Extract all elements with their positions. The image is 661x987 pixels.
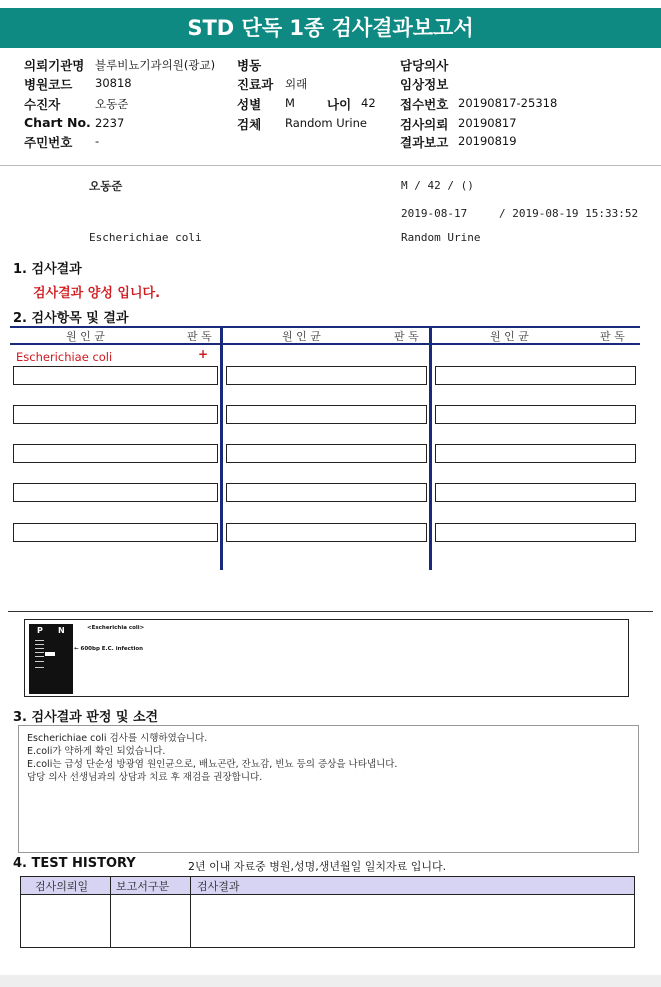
result-cell xyxy=(13,523,218,542)
resident-label: 주민번호 xyxy=(24,135,73,150)
specimen-label: 검체 xyxy=(237,117,262,132)
column-divider xyxy=(429,326,432,570)
clinical-label: 임상정보 xyxy=(400,77,449,92)
chart-value: 2237 xyxy=(95,116,125,130)
specimen-value: Random Urine xyxy=(285,116,367,130)
result-cell xyxy=(13,366,218,385)
col-organism-3: 원 인 균 xyxy=(490,330,529,343)
result-cell xyxy=(226,523,427,542)
ladder-band xyxy=(35,656,44,657)
opinion-line: Escherichiae coli 검사를 시행하였습니다. xyxy=(27,733,208,744)
gel-image xyxy=(29,624,73,694)
col-organism-2: 원 인 균 xyxy=(282,330,321,343)
positive-result-text: 검사결과 양성 입니다. xyxy=(33,286,161,301)
sex-value: M xyxy=(285,96,295,110)
doctor-label: 담당의사 xyxy=(400,58,449,73)
age-label: 나이 xyxy=(327,97,352,112)
col-judge-2: 판 독 xyxy=(394,330,419,343)
patient-value: 오동준 xyxy=(95,97,129,111)
lane-n-label: N xyxy=(58,626,65,635)
result-cell xyxy=(435,405,636,424)
section1-title: 1. 검사결과 xyxy=(13,262,82,277)
column-divider xyxy=(220,326,223,570)
gel-annotation-text: 600bp E.C. infection xyxy=(80,646,144,652)
history-col-result: 검사결과 xyxy=(197,880,240,893)
result-cell xyxy=(226,405,427,424)
result-cell xyxy=(435,366,636,385)
col-judge-3: 판 독 xyxy=(600,330,625,343)
request-label: 검사의뢰 xyxy=(400,117,449,132)
ladder-band xyxy=(35,652,44,653)
judge-positive: + xyxy=(198,347,209,361)
report-title: STD 단독 1종 검사결과보고서 xyxy=(0,8,661,48)
ward-label: 병동 xyxy=(237,58,262,73)
section2-title: 2. 검사항목 및 결과 xyxy=(13,311,129,326)
receipt-label: 접수번호 xyxy=(400,97,449,112)
lane-p-label: P xyxy=(37,626,43,635)
result-cell xyxy=(13,405,218,424)
col-judge-1: 판 독 xyxy=(187,330,212,343)
hospital-value: 블루비뇨기과의원(광교) xyxy=(95,58,216,72)
history-table-header xyxy=(21,877,634,895)
col-organism-1: 원 인 균 xyxy=(66,330,105,343)
history-table xyxy=(20,876,635,948)
section-divider xyxy=(8,611,653,612)
tag-patient-name: 오동준 xyxy=(89,179,123,193)
patient-label: 수진자 xyxy=(24,97,61,112)
dept-label: 진료과 xyxy=(237,77,274,92)
report-value: 20190819 xyxy=(458,134,517,148)
result-cell xyxy=(226,444,427,463)
section4-title: 4. TEST HISTORY xyxy=(13,856,136,871)
opinion-line: E.coli는 급성 단순성 방광염 원인균으로, 배뇨곤란, 잔뇨감, 빈뇨 등의 증상을 나타냅니다. xyxy=(27,759,398,770)
hospital-label: 의뢰기관명 xyxy=(24,58,85,73)
sex-label: 성별 xyxy=(237,97,262,112)
section3-title: 3. 검사결과 판정 및 소견 xyxy=(13,710,159,725)
ladder-band xyxy=(35,640,44,641)
result-cell xyxy=(13,444,218,463)
result-cell xyxy=(226,483,427,502)
tag-organism: Escherichiae coli xyxy=(89,231,202,244)
history-column-divider xyxy=(190,877,191,947)
result-cell xyxy=(435,444,636,463)
report-label: 결과보고 xyxy=(400,135,449,150)
result-cell xyxy=(226,366,427,385)
gel-electrophoresis-panel xyxy=(24,619,629,697)
dept-value: 외래 xyxy=(285,77,308,91)
gel-annotation: ← 600bp E.C. infection xyxy=(74,646,144,652)
chart-label: Chart No. xyxy=(24,115,91,130)
history-column-divider xyxy=(110,877,111,947)
tag-date-to: / 2019-08-19 15:33:52 xyxy=(499,207,639,220)
tag-sex-age: M / 42 / () xyxy=(401,179,474,192)
patient-info-header xyxy=(0,50,661,166)
opinion-box xyxy=(18,725,639,853)
opinion-line: 담당 의사 선생님과의 상담과 치료 후 재검을 권장합니다. xyxy=(27,772,263,783)
ladder-band xyxy=(35,661,44,662)
history-col-request-date: 검사의뢰일 xyxy=(35,880,89,893)
result-table xyxy=(10,326,640,570)
gel-title: <Escherichia coli> xyxy=(87,625,145,631)
code-value: 30818 xyxy=(95,76,132,90)
page-footer xyxy=(0,975,661,987)
request-value: 20190817 xyxy=(458,116,517,130)
code-label: 병원코드 xyxy=(24,77,73,92)
ladder-band xyxy=(35,648,44,649)
receipt-value: 20190817-25318 xyxy=(458,96,558,110)
age-value: 42 xyxy=(361,96,376,110)
organism-name: Escherichiae coli xyxy=(16,350,113,364)
history-col-report-type: 보고서구분 xyxy=(116,880,170,893)
result-table-header xyxy=(10,326,640,345)
ladder-band xyxy=(35,667,44,668)
positive-band xyxy=(45,652,55,656)
tag-specimen: Random Urine xyxy=(401,231,481,244)
opinion-line: E.coli가 약하게 확인 되었습니다. xyxy=(27,746,166,757)
result-cell xyxy=(13,483,218,502)
history-note: 2년 이내 자료중 병원,성명,생년월일 일치자료 입니다. xyxy=(188,860,447,873)
ladder-band xyxy=(35,644,44,645)
result-cell xyxy=(435,483,636,502)
result-cell xyxy=(435,523,636,542)
resident-value: - xyxy=(95,134,100,148)
tag-date-from: 2019-08-17 xyxy=(401,207,468,220)
